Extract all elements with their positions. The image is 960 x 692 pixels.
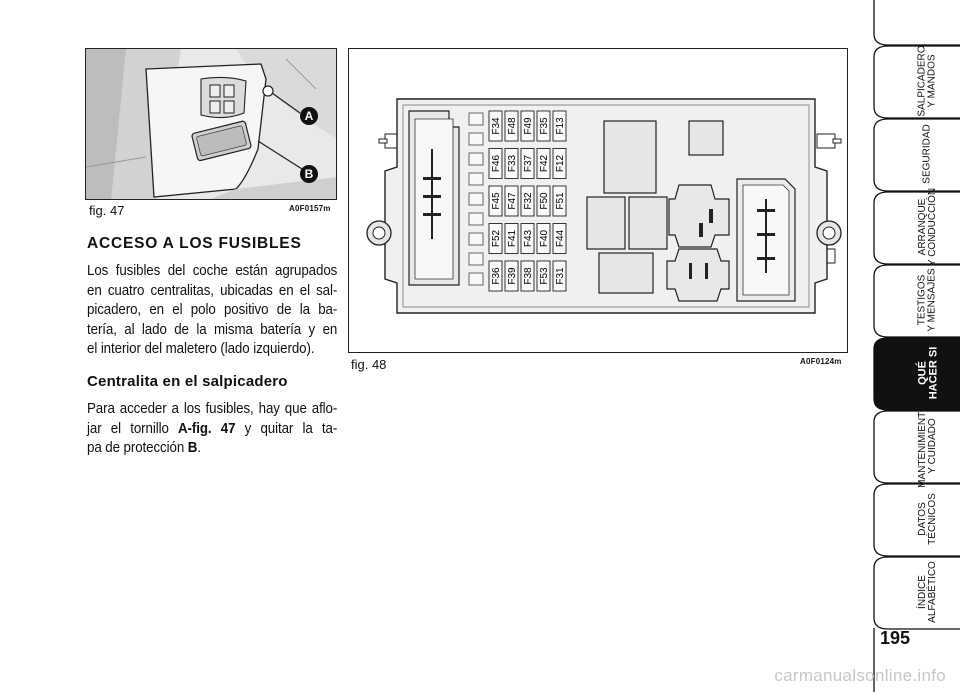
chapter-tab-text: ÍNDICE ALFABÉTICO	[917, 561, 938, 623]
fuse-grid	[489, 111, 566, 291]
instructions-line-2	[87, 420, 337, 440]
chapter-tabs	[870, 0, 960, 692]
callout-a-label: A	[304, 109, 314, 123]
fuse-label: F34	[491, 117, 502, 135]
chapter-tab-label	[898, 264, 958, 336]
instructions-line-1: Para acceder a los fusibles, hay que aflo-	[87, 401, 338, 417]
fuse-label: F33	[507, 154, 518, 173]
intro-paragraph	[87, 262, 337, 360]
fuse-label: F51	[555, 192, 566, 210]
intro-line: picadero, en el polo positivo de la ba-	[87, 302, 338, 318]
fuse-label: F40	[539, 229, 550, 248]
chapter-tab-label	[898, 483, 958, 555]
figure-48-caption: fig. 48	[351, 357, 387, 372]
chapter-tab-3[interactable]	[870, 264, 960, 336]
fuse-label: F50	[539, 192, 550, 210]
page-number: 195	[880, 628, 911, 648]
callout-b-label: B	[304, 167, 314, 181]
fuse-label: F32	[523, 192, 534, 210]
figure-47-caption: fig. 47	[89, 203, 125, 218]
fuse-label: F37	[523, 154, 534, 173]
fuse-box-diagram	[349, 49, 848, 353]
fuse-label: F12	[555, 154, 566, 173]
fuse-cover-illustration	[86, 49, 337, 200]
chapter-tab-label	[898, 404, 958, 488]
fuse-label: F49	[523, 117, 534, 135]
intro-line: tería, al lado de la misma batería y en	[87, 321, 338, 338]
chapter-tab-1[interactable]	[870, 118, 960, 190]
subsection-heading: Centralita en el salpicadero	[87, 373, 288, 390]
chapter-tab-label	[898, 118, 958, 190]
chapter-tab-label	[898, 187, 958, 267]
chapter-tab-text: DATOS TÉCNICOS	[916, 493, 938, 545]
intro-line: Los fusibles del coche están agrupados	[87, 263, 338, 279]
instructions-line-3	[87, 439, 337, 459]
chapter-tab-5[interactable]	[870, 404, 960, 488]
figure-47	[85, 48, 337, 200]
instructions-text: pa de protección	[87, 440, 188, 456]
chapter-tab-text: SALPICADERO Y MANDOS	[917, 45, 939, 117]
tab-rail-top	[870, 0, 960, 46]
figure-48	[348, 48, 848, 353]
watermark: carmanualsonline.info	[774, 666, 946, 685]
fuse-label: F47	[507, 192, 518, 210]
fuse-label: F41	[507, 229, 518, 248]
chapter-tab-4[interactable]	[870, 337, 960, 409]
fuse-label: F52	[491, 229, 502, 248]
chapter-tab-text: SEGURIDAD	[921, 124, 933, 184]
chapter-tab-text: MANTENIMIENTO Y CUIDADO	[917, 404, 938, 488]
instructions-text: .	[197, 440, 201, 456]
fuse-label: F48	[507, 117, 518, 135]
chapter-tab-2[interactable]	[870, 187, 960, 267]
fuse-label: F45	[491, 192, 502, 210]
part-reference: B	[187, 440, 198, 456]
chapter-tab-label	[898, 337, 958, 409]
figure-48-code: A0F0124m	[800, 357, 842, 366]
fuse-label: F46	[491, 154, 502, 173]
figure-reference: A-fig. 47	[178, 420, 236, 437]
chapter-tab-7[interactable]	[870, 556, 960, 628]
section-heading: ACCESO A LOS FUSIBLES	[87, 235, 302, 252]
chapter-tab-6[interactable]	[870, 483, 960, 555]
fuse-label: F13	[555, 117, 566, 135]
instructions-text: y quitar la ta-	[235, 420, 338, 437]
fuse-label: F35	[539, 117, 550, 135]
intro-line: en cuatro centralitas, ubicadas en el sal-	[87, 282, 338, 299]
fuse-label: F43	[523, 229, 534, 248]
chapter-tab-0[interactable]	[870, 45, 960, 117]
figure-47-code: A0F0157m	[289, 204, 331, 213]
fuse-label: F36	[491, 267, 502, 285]
intro-line: el interior del maletero (lado izquierdo).	[87, 341, 315, 357]
chapter-tab-text: ARRANQUE Y CONDUCCIÓN	[917, 187, 938, 267]
chapter-tab-label	[898, 45, 958, 117]
fuse-label: F44	[555, 229, 566, 248]
chapter-tab-label	[898, 556, 958, 628]
instructions-text: jar el tornillo	[87, 420, 179, 437]
chapter-tab-text: QUÉ HACER SI	[916, 346, 939, 400]
fuse-label: F42	[539, 154, 550, 173]
fuse-label: F38	[523, 267, 534, 285]
fuse-label: F31	[555, 267, 566, 285]
fuse-label: F53	[539, 267, 550, 285]
fuse-box-body	[367, 94, 841, 339]
instructions-paragraph	[87, 400, 337, 459]
fuse-label: F39	[507, 267, 518, 285]
chapter-tab-text: TESTIGOS Y MENSAJES	[917, 268, 939, 332]
